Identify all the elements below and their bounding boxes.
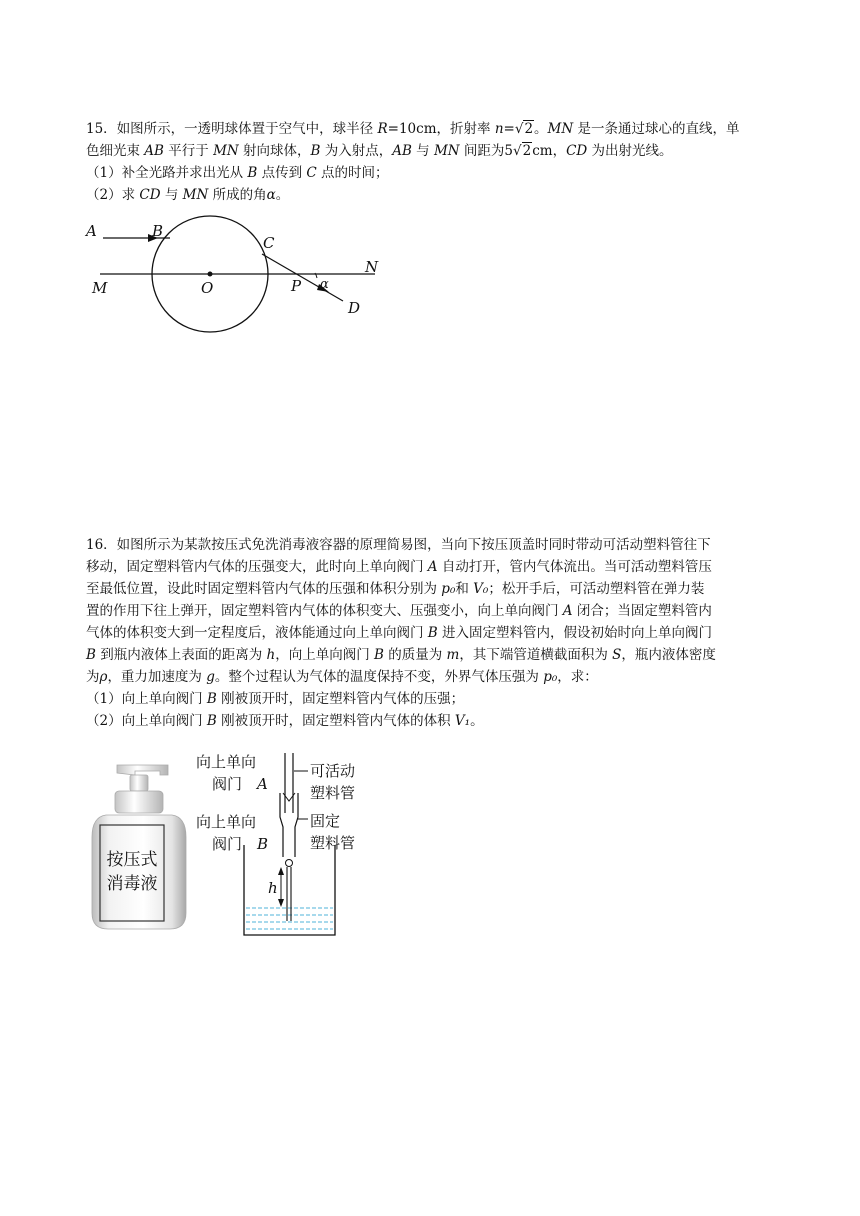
movable-tube-label-line-2: 塑料管 — [310, 784, 356, 802]
bottle-body — [92, 815, 186, 929]
q15-var-MN: MN — [547, 121, 574, 137]
q16-text: 至最低位置，设此时固定塑料管内气体的压强和体积分别为 — [86, 581, 442, 597]
q16-text: ，瓶内液体密度 — [621, 647, 716, 663]
q15-text: 。 — [275, 187, 290, 203]
q16-text: ；松开手后，可活动塑料管在弹力装 — [488, 581, 705, 597]
q16-var-S: S — [612, 647, 622, 663]
question-16 — [86, 534, 786, 732]
q15-var-MN: MN — [213, 143, 239, 159]
fixed-tube-left — [280, 793, 283, 857]
q16-text: ，求： — [557, 669, 598, 685]
q16-text: 16．如图所示为某款按压式免洗消毒液容器的原理简易图，当向下按压顶盖时同时带动可活动塑料管往下 — [86, 537, 711, 553]
q15-text: 是一条通过球心的直线，单 — [573, 121, 740, 137]
q16-text: 为 — [86, 669, 100, 685]
sanitizer-bottle — [92, 765, 186, 929]
q15-n-radicand: 2 — [524, 121, 534, 137]
q15-text: （2）求 — [86, 187, 140, 203]
q16-line-5 — [86, 622, 786, 644]
q15-var-MN: MN — [182, 187, 209, 203]
q15-var-B: B — [247, 165, 258, 181]
valve-B-letter: B — [257, 835, 269, 853]
q15-var-R: R — [377, 121, 388, 137]
label-D: D — [348, 299, 361, 317]
q16-var-p0: p₀ — [543, 669, 558, 685]
label-B: B — [152, 222, 164, 240]
fixed-tube-right — [295, 793, 298, 857]
exit-ray-cd — [262, 254, 343, 301]
q15-line-1 — [86, 118, 786, 140]
q16-text: 刚被顶开时，固定塑料管内气体的体积 — [216, 713, 455, 729]
valve-A-label-line-2: 阀门 — [212, 775, 243, 793]
q15-dist-radicand: 2 — [522, 143, 532, 159]
label-A: A — [86, 222, 97, 240]
valve-B-label-line-2: 阀门 — [212, 835, 243, 853]
h-arrow-top — [278, 867, 284, 875]
q15-var-AB: AB — [392, 143, 412, 159]
q15-sub-1 — [86, 162, 786, 184]
q15-text: 。 — [534, 121, 548, 137]
q15-text: 点传到 — [257, 165, 307, 181]
q15-text: 与 — [160, 187, 183, 203]
q16-var-B: B — [427, 625, 438, 641]
movable-tube-label-line-1: 可活动 — [310, 762, 356, 780]
q16-text: ，重力加速度为 — [107, 669, 207, 685]
q16-line-1 — [86, 534, 786, 556]
q15-text: 色细光束 — [86, 143, 145, 159]
pump-nozzle — [117, 765, 168, 775]
h-label: h — [268, 879, 278, 897]
q15-var-AB: AB — [144, 143, 164, 159]
q15-var-C: C — [306, 165, 317, 181]
q16-sub-1 — [86, 688, 786, 710]
q16-sub-2 — [86, 710, 786, 732]
pump-stem — [130, 775, 148, 791]
q15-var-MN: MN — [433, 143, 460, 159]
q16-line-7 — [86, 666, 786, 688]
label-M: M — [92, 279, 108, 297]
valve-B-ball — [286, 860, 293, 867]
pump-cap — [115, 791, 163, 813]
label-alpha: α — [320, 277, 329, 292]
fixed-tube-label-line-2: 塑料管 — [310, 834, 356, 852]
q16-var-V1: V₁ — [454, 713, 471, 729]
q16-line-6 — [86, 644, 786, 666]
q16-text: 到瓶内液体上表面的距离为 — [95, 647, 267, 663]
q15-optics-figure — [0, 200, 860, 340]
q15-dist-coef: 5 — [504, 143, 514, 159]
q16-var-B: B — [86, 647, 96, 663]
q15-text: = — [503, 121, 515, 137]
q15-var-B: B — [310, 143, 321, 159]
valve-A-letter: A — [257, 775, 268, 793]
q15-text: 为入射点， — [320, 143, 393, 159]
q16-line-3 — [86, 578, 786, 600]
center-point — [208, 272, 213, 277]
tube-assembly — [278, 753, 308, 921]
question-15 — [86, 118, 786, 206]
q16-var-g: g — [206, 669, 215, 685]
q15-text: 平行于 — [163, 143, 214, 159]
q16-text: 和 — [455, 581, 474, 597]
q15-text: =10cm，折射率 — [387, 121, 495, 137]
q15-text: 间距为 — [459, 143, 505, 159]
q16-text: 置的作用下往上弹开，固定塑料管内气体的体积变大、压强变小，向上单向阀门 — [86, 603, 563, 619]
q16-text: （2）向上单向阀门 — [86, 713, 207, 729]
q15-dist-sqrt: √2 — [513, 143, 532, 159]
q16-text: 刚被顶开时，固定塑料管内气体的压强； — [216, 691, 465, 707]
q15-text: 所成的角 — [208, 187, 267, 203]
q16-var-V0: V₀ — [473, 581, 489, 597]
label-O: O — [201, 279, 214, 297]
h-arrow-bottom — [278, 899, 284, 907]
q15-text: 为出射光线。 — [587, 143, 673, 159]
q16-var-rho: ρ — [99, 669, 108, 685]
valve-B-label-line-1: 向上单向 — [196, 813, 257, 831]
q15-text: 点的时间； — [316, 165, 389, 181]
q15-n-sqrt: √2 — [514, 121, 534, 137]
label-N: N — [365, 258, 379, 276]
label-C: C — [263, 234, 275, 252]
bottle-label-line-2: 消毒液 — [106, 874, 158, 894]
q16-text: ，其下端管道横截面积为 — [459, 647, 613, 663]
q16-text: 进入固定塑料管内，假设初始时向上单向阀门 — [437, 625, 713, 641]
q15-line-2 — [86, 140, 786, 162]
q16-text: 。 — [470, 713, 484, 729]
q15-var-alpha: α — [266, 187, 276, 203]
q16-var-B: B — [206, 713, 217, 729]
q15-var-CD: CD — [566, 143, 588, 159]
q16-text: 移动，固定塑料管内气体的压强变大，此时向上单向阀门 — [86, 559, 428, 575]
q16-text: 的质量为 — [383, 647, 447, 663]
q16-text: ，向上单向阀门 — [275, 647, 375, 663]
q15-text: 与 — [411, 143, 434, 159]
q15-text: （1）补全光路并求出光从 — [86, 165, 248, 181]
q15-text: 射向球体， — [238, 143, 311, 159]
q15-var-n: n — [494, 121, 504, 137]
bottle-label-line-1: 按压式 — [106, 850, 158, 870]
q16-text: 闭合；当固定塑料管内 — [572, 603, 712, 619]
q16-line-4 — [86, 600, 786, 622]
q16-var-p0: p₀ — [441, 581, 456, 597]
q16-dispenser-figure — [0, 745, 860, 945]
q15-text: 如图所示，一透明球体置于空气中，球半径 — [116, 121, 378, 137]
q16-var-h: h — [266, 647, 276, 663]
liquid-container — [244, 845, 335, 935]
fixed-tube-label-line-1: 固定 — [310, 812, 341, 830]
q16-var-B: B — [206, 691, 217, 707]
q16-text: 。整个过程认为气体的温度保持不变，外界气体压强为 — [214, 669, 544, 685]
q16-var-B: B — [374, 647, 384, 663]
q16-text: 自动打开，管内气体流出。当可活动塑料管压 — [437, 559, 712, 575]
valve-A-label-line-1: 向上单向 — [196, 753, 257, 771]
q15-number: 15． — [86, 121, 117, 137]
q15-var-CD: CD — [139, 187, 161, 203]
q16-var-A: A — [562, 603, 573, 619]
q16-var-A: A — [427, 559, 438, 575]
label-P: P — [291, 277, 302, 295]
q16-line-2 — [86, 556, 786, 578]
q16-var-m: m — [446, 647, 460, 663]
q16-text: （1）向上单向阀门 — [86, 691, 207, 707]
q16-text: 气体的体积变大到一定程度后，液体能通过向上单向阀门 — [86, 625, 428, 641]
q15-text: cm， — [532, 143, 567, 159]
